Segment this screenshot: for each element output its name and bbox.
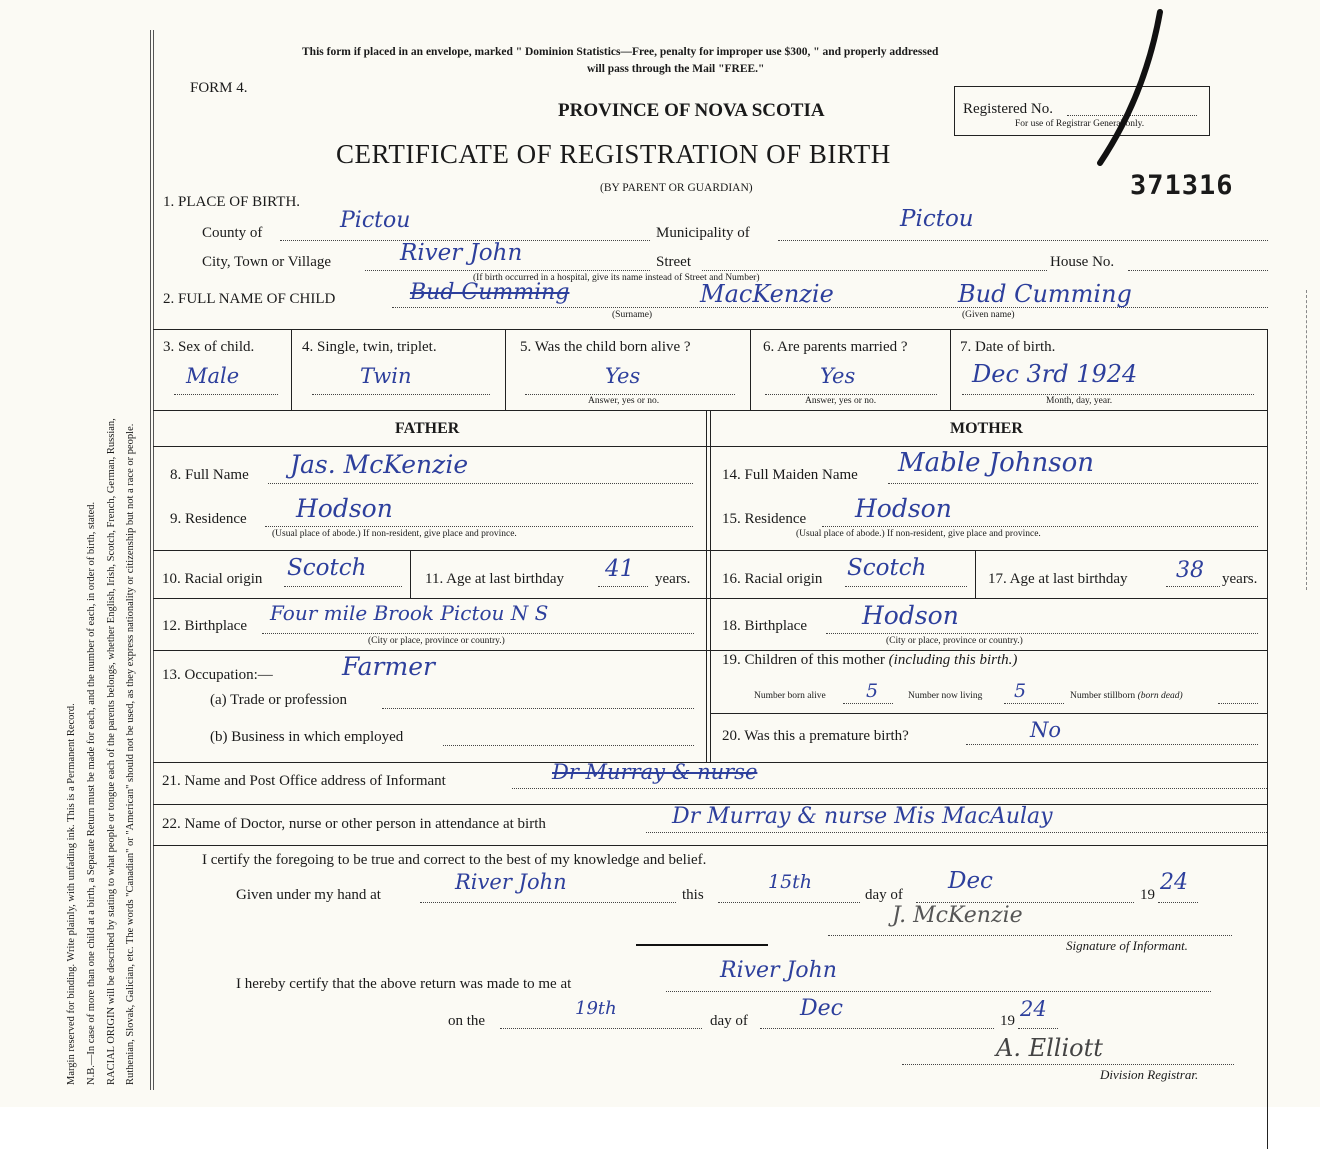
margin-note-nationality: Ruthenian, Slovak, Galician, etc. The words "Canadian" or "American" should not be used, as they express nationality or citizenship but not a race or people.: [125, 423, 136, 1085]
business-label: (b) Business in which employed: [210, 729, 404, 745]
father-residence-label: 9. Residence: [170, 511, 247, 527]
mother-name-label: 14. Full Maiden Name: [722, 467, 858, 483]
house-no-label: House No.: [1050, 254, 1115, 270]
mother-years: years.: [1222, 571, 1258, 587]
margin-note-separate-return: N.B.—In case of more than one child at a birth, a Separate Return must be made for each, and the number of each, in order of birth, stated.: [86, 501, 97, 1085]
registrar-use-note: For use of Registrar General only.: [1015, 119, 1145, 129]
father-occupation-label: 13. Occupation:—: [162, 667, 273, 683]
surname-note: (Surname): [612, 310, 653, 320]
pen-slash-mark: [1090, 8, 1170, 168]
binding-margin-line: [150, 30, 151, 1090]
premature-birth-value: No: [1030, 718, 1062, 742]
registrar-day-value: 19th: [575, 998, 617, 1019]
child-given-name-value: Bud Cumming: [958, 280, 1132, 308]
place-of-birth-label: 1. PLACE OF BIRTH.: [163, 194, 301, 210]
father-age-label: 11. Age at last birthday: [425, 571, 564, 587]
registrar-year-prefix: 19: [1000, 1013, 1015, 1029]
informant-signature: J. McKenzie: [892, 903, 1023, 928]
division-registrar-label: Division Registrar.: [1100, 1067, 1199, 1082]
county-value: Pictou: [340, 208, 411, 233]
mother-name-value: Mable Johnson: [898, 448, 1095, 478]
parents-married-value: Yes: [820, 364, 856, 388]
margin-note-binding: Margin reserved for binding. Write plainly, with unfading ink. This is a Permanent Record.: [66, 703, 77, 1085]
father-racial-value: Scotch: [287, 555, 367, 581]
mother-birthplace-value: Hodson: [862, 601, 959, 630]
mother-birthplace-note: (City or place, province or country.): [886, 636, 1023, 646]
number-born-alive-value: 5: [866, 680, 879, 702]
registrar-year-value: 24: [1020, 997, 1047, 1021]
child-name-label: 2. FULL NAME OF CHILD: [163, 291, 336, 307]
form-number: FORM 4.: [190, 80, 248, 96]
certificate-subtitle: (BY PARENT OR GUARDIAN): [600, 182, 753, 194]
informant-signature-label: Signature of Informant.: [1066, 938, 1188, 953]
born-alive-note: Answer, yes or no.: [588, 396, 660, 406]
informant-label: 21. Name and Post Office address of Informant: [162, 773, 446, 789]
certification-divider: [636, 944, 768, 946]
date-of-birth-label: 7. Date of birth.: [960, 339, 1056, 355]
born-alive-value: Yes: [605, 364, 641, 388]
father-age-value: 41: [605, 556, 635, 582]
number-now-living-value: 5: [1014, 680, 1027, 702]
registered-number-box: [954, 86, 1210, 136]
father-residence-value: Hodson: [296, 494, 393, 523]
mother-birthplace-label: 18. Birthplace: [722, 618, 807, 634]
father-occupation-value: Farmer: [342, 652, 435, 681]
single-twin-value: Twin: [360, 364, 412, 388]
number-stillborn-italic: (born dead): [1137, 691, 1183, 701]
mail-notice-line1: This form if placed in an envelope, marked " Dominion Statistics—Free, penalty for improper use $300, " and properly addressed: [302, 46, 939, 58]
hospital-note: (If birth occurred in a hospital, give its name instead of Street and Number): [473, 273, 760, 283]
county-label: County of: [202, 225, 263, 241]
given-month-value: Dec: [948, 868, 993, 894]
father-residence-note: (Usual place of abode.) If non-resident, give place and province.: [272, 529, 517, 539]
sex-value: Male: [186, 364, 240, 388]
father-heading: FATHER: [395, 420, 460, 437]
child-name-struck: Bud Cumming: [410, 280, 570, 305]
doctor-value: Dr Murray & nurse Mis MacAulay: [672, 804, 1053, 829]
father-birthplace-note: (City or place, province or country.): [368, 636, 505, 646]
margin-note-racial-origin: RACIAL ORIGIN will be described by stating to what people or tongue each of the parents belongs, whether English, Irish, Scotch, French, German, Russian,: [106, 418, 117, 1085]
children-of-mother-label: [722, 652, 1017, 669]
mother-residence-value: Hodson: [855, 494, 952, 523]
registrar-on-the-label: on the: [448, 1013, 486, 1029]
given-year-value: 24: [1160, 870, 1188, 895]
mother-heading: MOTHER: [950, 420, 1023, 437]
mother-residence-label: 15. Residence: [722, 511, 807, 527]
registrar-day-of-label: day of: [710, 1013, 748, 1029]
certificate-title: CERTIFICATE OF REGISTRATION OF BIRTH: [336, 139, 891, 169]
number-stillborn-text: Number stillborn: [1070, 691, 1136, 701]
given-year-prefix: 19: [1140, 887, 1155, 903]
given-place-value: River John: [455, 870, 567, 894]
given-under-hand-label: Given under my hand at: [236, 887, 381, 903]
children-of-mother-italic: (including this birth.): [888, 652, 1018, 668]
mother-age-label: 17. Age at last birthday: [988, 571, 1128, 587]
children-of-mother-text: 19. Children of this mother: [722, 652, 885, 668]
father-birthplace-value: Four mile Brook Pictou N S: [270, 601, 549, 625]
trade-label: (a) Trade or profession: [210, 692, 348, 708]
date-of-birth-value: Dec 3rd 1924: [972, 360, 1138, 388]
city-value: River John: [400, 240, 523, 266]
sex-label: 3. Sex of child.: [163, 339, 255, 355]
father-name-value: Jas. McKenzie: [290, 450, 469, 479]
number-stillborn-label: [1070, 691, 1183, 701]
given-name-note: (Given name): [962, 310, 1015, 320]
date-of-birth-note: Month, day, year.: [1046, 396, 1113, 406]
municipality-label: Municipality of: [656, 225, 750, 241]
parents-married-label: 6. Are parents married ?: [763, 339, 908, 355]
mother-racial-value: Scotch: [847, 555, 927, 581]
mother-racial-label: 16. Racial origin: [722, 571, 823, 587]
single-twin-label: 4. Single, twin, triplet.: [302, 339, 437, 355]
father-racial-label: 10. Racial origin: [162, 571, 263, 587]
registrar-month-value: Dec: [800, 996, 843, 1021]
right-edge-perforation: [1306, 290, 1320, 590]
number-born-alive-label: Number born alive: [754, 691, 826, 701]
father-name-label: 8. Full Name: [170, 467, 249, 483]
mail-notice-line2: will pass through the Mail "FREE.": [587, 63, 765, 75]
informant-value: Dr Murray & nurse: [552, 760, 758, 784]
premature-birth-label: 20. Was this a premature birth?: [722, 728, 909, 744]
city-label: City, Town or Village: [202, 254, 332, 270]
mother-residence-note: (Usual place of abode.) If non-resident, give place and province.: [796, 529, 1041, 539]
registrar-certify-label: I hereby certify that the above return was made to me at: [236, 976, 572, 992]
street-label: Street: [656, 254, 691, 270]
binding-margin-line-2: [153, 30, 154, 1090]
given-day-value: 15th: [768, 871, 813, 893]
born-alive-label: 5. Was the child born alive ?: [520, 339, 691, 355]
province-heading: PROVINCE OF NOVA SCOTIA: [558, 100, 825, 121]
mother-age-value: 38: [1176, 558, 1204, 583]
registrar-signature: A. Elliott: [996, 1034, 1103, 1062]
child-surname-value: MacKenzie: [700, 280, 834, 308]
father-years: years.: [655, 571, 691, 587]
given-day-of-label: day of: [865, 887, 903, 903]
registrar-place-value: River John: [720, 958, 837, 983]
municipality-value: Pictou: [900, 206, 974, 232]
registered-label: Registered No.: [963, 101, 1053, 117]
number-now-living-label: Number now living: [908, 691, 983, 701]
father-birthplace-label: 12. Birthplace: [162, 618, 247, 634]
given-this-label: this: [682, 887, 704, 903]
certify-statement: I certify the foregoing to be true and correct to the best of my knowledge and belief.: [202, 852, 707, 868]
doctor-label: 22. Name of Doctor, nurse or other person in attendance at birth: [162, 816, 546, 832]
stamped-registration-number: 371316: [1130, 170, 1234, 201]
parents-married-note: Answer, yes or no.: [805, 396, 877, 406]
